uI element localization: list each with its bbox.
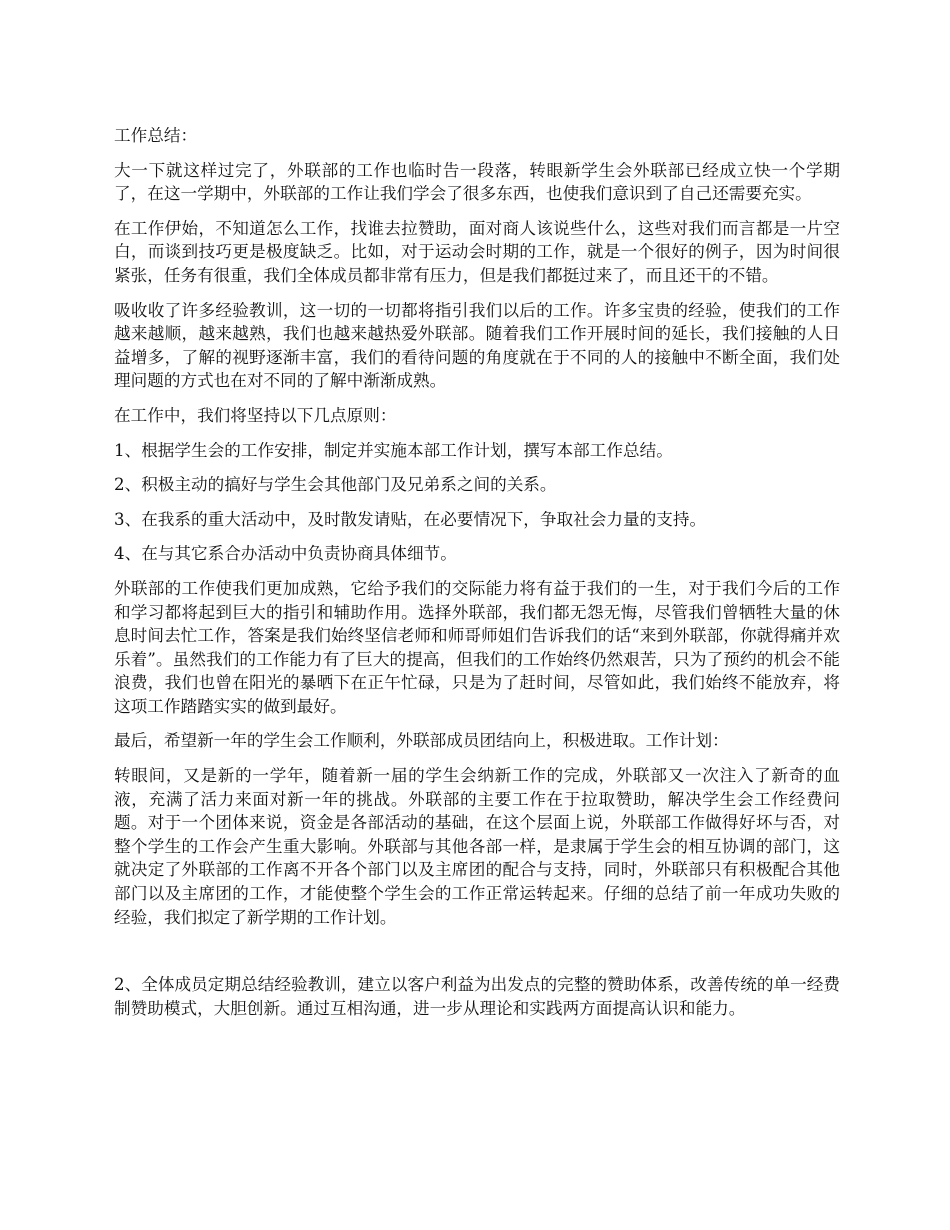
principle-item-4: 4、在与其它系合办活动中负责协商具体细节。 bbox=[114, 544, 457, 564]
paragraph-plan-intro: 转眼间，又是新的一学年，随着新一届的学生会纳新工作的完成，外联部又一次注入了新奇的血液，充满了活力来面对新一年的挑战。外联部的主要工作在于拉取赞助，解决学生会工作经费问题。对于一个团体来说，资金是各部活动的基础，在这个层面上说，外联部工作做得好坏与否，对整个学生的工作会产生重大影响。外联部与其他各部一样，是隶属于学生会的相互协调的部门，这就决定了外联部的工作离不开各个部门以及主席团的配合与支持，同时，外联部只有积极配合其他部门以及主席团的工作，才能使整个学生会的工作正常运转起来。仔细的总结了前一年成功失败的经验，我们拟定了新学期的工作计划。 bbox=[114, 766, 840, 927]
principle-item-3: 3、在我系的重大活动中，及时散发请贴，在必要情况下，争取社会力量的支持。 bbox=[114, 509, 707, 529]
principle-item-1: 1、根据学生会的工作安排，制定并实施本部工作计划，撰写本部工作总结。 bbox=[114, 440, 673, 460]
paragraph-principles-intro: 在工作中，我们将坚持以下几点原则： bbox=[114, 405, 397, 425]
principle-item-2: 2、积极主动的搞好与学生会其他部门及兄弟系之间的关系。 bbox=[114, 475, 557, 495]
paragraph-lessons: 吸收收了许多经验教训，这一切的一切都将指引我们以后的工作。许多宝贵的经验，使我们的工作越来越顺，越来越熟，我们也越来越热爱外联部。随着我们工作开展时间的延长，我们接触的人日益增多，了解的视野逐渐丰富，我们的看待问题的角度就在于不同的人的接触中不断全面，我们处理问题的方式也在对不同的了解中渐渐成熟。 bbox=[114, 300, 840, 391]
paragraph-intro: 大一下就这样过完了，外联部的工作也临时告一段落，转眼新学生会外联部已经成立快一个学期了，在这一学期中，外联部的工作让我们学会了很多东西，也使我们意识到了自己还需要充实。 bbox=[114, 160, 840, 204]
paragraph-reflection: 外联部的工作使我们更加成熟，它给予我们的交际能力将有益于我们的一生，对于我们今后的工作和学习都将起到巨大的指引和辅助作用。选择外联部，我们都无怨无悔，尽管我们曾牺牲大量的休息时间去忙工作，答案是我们始终坚信老师和师哥师姐们告诉我们的话“来到外联部，你就得痛并欢乐着”。虽然我们的工作能力有了巨大的提高，但我们的工作始终仍然艰苦，只为了预约的机会不能浪费，我们也曾在阳光的暴晒下在正午忙碌，只是为了赶时间，尽管如此，我们始终不能放弃，将这项工作踏踏实实的做到最好。 bbox=[114, 578, 840, 716]
document-heading: 工作总结： bbox=[114, 126, 198, 145]
paragraph-closing: 最后，希望新一年的学生会工作顺利，外联部成员团结向上，积极进取。工作计划： bbox=[114, 731, 729, 751]
plan-item-2: 2、全体成员定期总结经验教训，建立以客户利益为出发点的完整的赞助体系，改善传统的单一经费制赞助模式，大胆创新。通过互相沟通，进一步从理论和实践两方面提高认识和能力。 bbox=[114, 975, 840, 1018]
paragraph-beginning: 在工作伊始，不知道怎么工作，找谁去拉赞助，面对商人该说些什么，这些对我们而言都是一片空白，而谈到技巧更是极度缺乏。比如，对于运动会时期的工作，就是一个很好的例子，因为时间很紧张，任务有很重，我们全体成员都非常有压力，但是我们都挺过来了，而且还干的不错。 bbox=[114, 218, 840, 285]
document-page bbox=[114, 124, 840, 1031]
